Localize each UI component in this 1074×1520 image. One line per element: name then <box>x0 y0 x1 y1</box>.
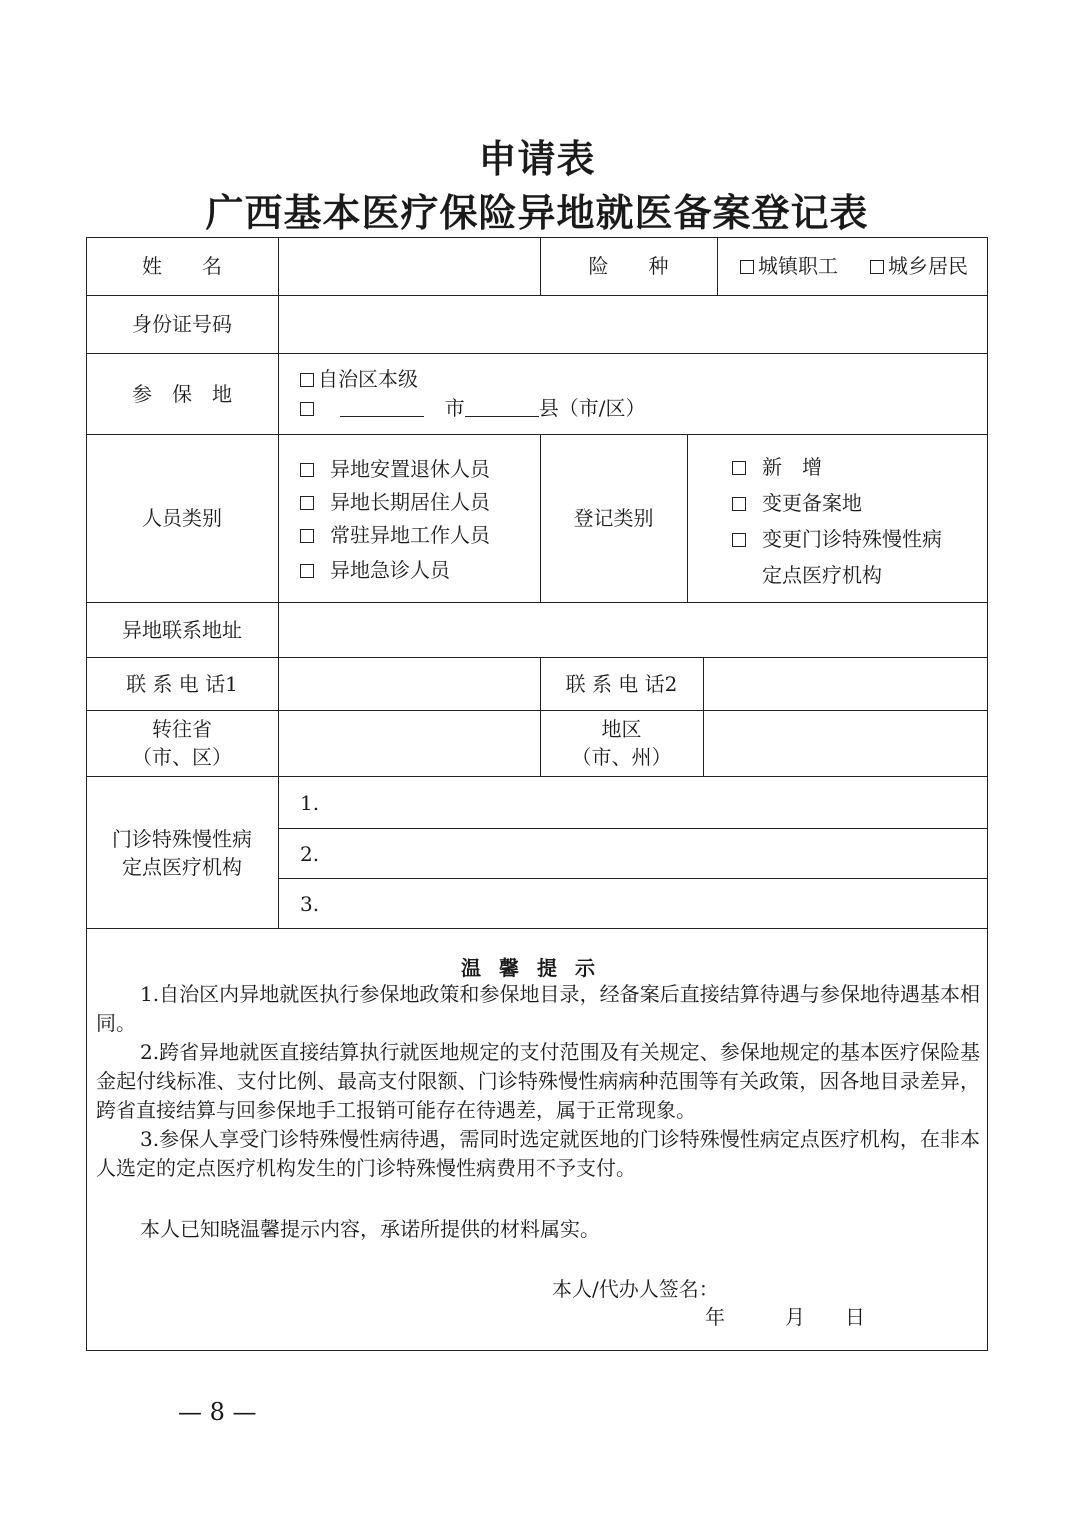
region-label-suffix: （市、州） <box>571 745 672 769</box>
registration-type-option-continuation: 定点医疗机构 <box>762 563 882 587</box>
person-category-option[interactable]: 异地安置退休人员 <box>300 456 490 482</box>
name-field[interactable] <box>279 238 539 294</box>
checkbox-icon[interactable] <box>732 533 746 547</box>
city-blank[interactable] <box>340 398 424 417</box>
address-field[interactable] <box>279 603 987 656</box>
clinic-label-suffix: 定点医疗机构 <box>122 855 242 879</box>
clinic-label: 门诊特殊慢性病 <box>112 827 252 851</box>
id-number-field[interactable] <box>279 296 987 352</box>
county-blank[interactable] <box>465 398 539 417</box>
checkbox-icon[interactable] <box>740 260 754 274</box>
signature-label: 本人/代办人签名： <box>552 1277 719 1301</box>
tip-item-3: 3.参保人享受门诊特殊慢性病待遇，需同时选定就医地的门诊特殊慢性病定点医疗机构，在非本人选定的定点医疗机构发生的门诊特殊慢性病费用不予支付。 <box>96 1127 980 1180</box>
insured-place-option-region-level[interactable]: 自治区本级 <box>300 366 418 392</box>
person-category-label: 人员类别 <box>142 506 222 530</box>
checkbox-icon[interactable] <box>732 461 746 475</box>
tips-title: 温馨提示 <box>461 956 613 980</box>
tip-item-1: 1.自治区内异地就医执行参保地政策和参保地目录，经备案后直接结算待遇与参保地待遇基本相同。 <box>96 982 980 1035</box>
province-label-suffix: （市、区） <box>132 745 232 769</box>
phone2-label: 联 系 电 话2 <box>565 672 678 696</box>
insurance-type-label: 险 种 <box>588 254 669 278</box>
person-category-option[interactable]: 异地长期居住人员 <box>300 489 490 515</box>
address-label: 异地联系地址 <box>122 618 242 642</box>
insurance-option-urban-rural-residents[interactable]: 城乡居民 <box>870 253 968 279</box>
registration-type-option[interactable]: 新 增 <box>732 454 822 480</box>
registration-type-option[interactable]: 变更备案地 <box>732 490 862 516</box>
region-field[interactable] <box>704 711 987 775</box>
insured-place-label: 参 保 地 <box>132 382 232 406</box>
phone1-field[interactable] <box>279 658 539 709</box>
date-label: 年 月 日 <box>705 1305 865 1329</box>
clinic-item-1[interactable]: 1. <box>300 791 320 815</box>
clinic-item-3[interactable]: 3. <box>300 892 320 916</box>
page-number: — 8 — <box>178 1398 257 1426</box>
phone2-field[interactable] <box>704 658 987 709</box>
page-title: 申请表 <box>478 136 596 181</box>
form-title: 广西基本医疗保险异地就医备案登记表 <box>205 190 869 235</box>
region-label: 地区 <box>601 717 642 741</box>
registration-type-option[interactable]: 变更门诊特殊慢性病 <box>732 526 942 552</box>
province-label: 转往省 <box>152 717 212 741</box>
registration-type-label: 登记类别 <box>573 506 654 530</box>
clinic-item-2[interactable]: 2. <box>300 842 320 866</box>
checkbox-icon[interactable] <box>732 497 746 511</box>
insurance-option-urban-workers[interactable]: 城镇职工 <box>740 253 838 279</box>
checkbox-icon[interactable] <box>300 373 314 387</box>
acknowledgement-text: 本人已知晓温馨提示内容，承诺所提供的材料属实。 <box>140 1217 600 1241</box>
person-category-option[interactable]: 常驻异地工作人员 <box>300 522 490 548</box>
id-number-label: 身份证号码 <box>132 312 232 336</box>
checkbox-icon[interactable] <box>870 260 884 274</box>
checkbox-icon[interactable] <box>300 564 314 578</box>
tip-item-2: 2.跨省异地就医直接结算执行就医地规定的支付范围及有关规定、参保地规定的基本医疗保险基金起付线标准、支付比例、最高支付限额、门诊特殊慢性病病种范围等有关政策，因各地目录差异，跨省直接结算与回参保地手工报销可能存在待遇差，属于正常现象。 <box>96 1040 980 1122</box>
signature-field[interactable] <box>730 1272 970 1302</box>
checkbox-icon[interactable] <box>300 496 314 510</box>
checkbox-icon[interactable] <box>300 402 314 416</box>
insured-place-option-city-county[interactable]: 市 县（市/区） <box>300 395 645 421</box>
phone1-label: 联 系 电 话1 <box>126 672 238 696</box>
name-label: 姓 名 <box>142 254 222 278</box>
person-category-option[interactable]: 异地急诊人员 <box>300 557 450 583</box>
province-field[interactable] <box>279 711 539 775</box>
checkbox-icon[interactable] <box>300 463 314 477</box>
checkbox-icon[interactable] <box>300 529 314 543</box>
